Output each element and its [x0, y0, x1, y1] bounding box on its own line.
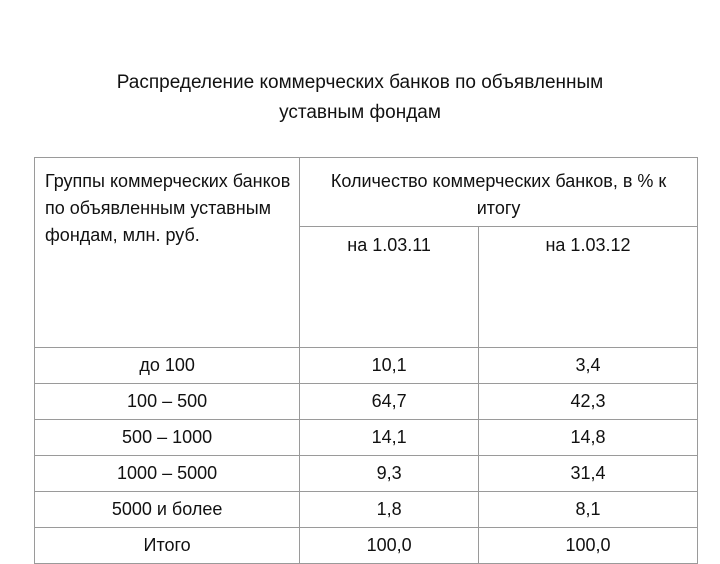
- page-title: [0, 68, 720, 128]
- value-2012-cell: 31,4: [478, 456, 697, 492]
- value-2011-cell: 14,1: [300, 420, 479, 456]
- date-header-2012: на 1.03.12: [478, 227, 697, 348]
- table-row: [35, 492, 698, 528]
- group-column-header: Группы коммерческих банков по объявленным уставным фондам, млн. руб.: [35, 158, 300, 348]
- group-cell: до 100: [35, 348, 300, 384]
- value-2011-cell: 10,1: [300, 348, 479, 384]
- value-2011-cell: 9,3: [300, 456, 479, 492]
- table-header-row: [35, 158, 698, 227]
- group-cell: 1000 – 5000: [35, 456, 300, 492]
- value-2011-cell: 1,8: [300, 492, 479, 528]
- banks-distribution-table: [34, 157, 698, 564]
- value-2012-cell: 8,1: [478, 492, 697, 528]
- value-2012-cell: 14,8: [478, 420, 697, 456]
- value-2012-cell: 42,3: [478, 384, 697, 420]
- group-cell: 100 – 500: [35, 384, 300, 420]
- title-line-1: Распределение коммерческих банков по объявленным: [116, 72, 604, 93]
- group-cell: 500 – 1000: [35, 420, 300, 456]
- title-line-2: уставным фондам: [279, 102, 441, 123]
- table-row: [35, 384, 698, 420]
- value-2011-cell: 100,0: [300, 528, 479, 564]
- value-2012-cell: 100,0: [478, 528, 697, 564]
- group-cell: 5000 и более: [35, 492, 300, 528]
- table-row-total: [35, 528, 698, 564]
- table-row: [35, 420, 698, 456]
- group-cell: Итого: [35, 528, 300, 564]
- value-2012-cell: 3,4: [478, 348, 697, 384]
- table-row: [35, 348, 698, 384]
- value-2011-cell: 64,7: [300, 384, 479, 420]
- quantity-column-header: Количество коммерческих банков, в % к итогу: [300, 158, 698, 227]
- date-header-2011: на 1.03.11: [300, 227, 479, 348]
- table-row: [35, 456, 698, 492]
